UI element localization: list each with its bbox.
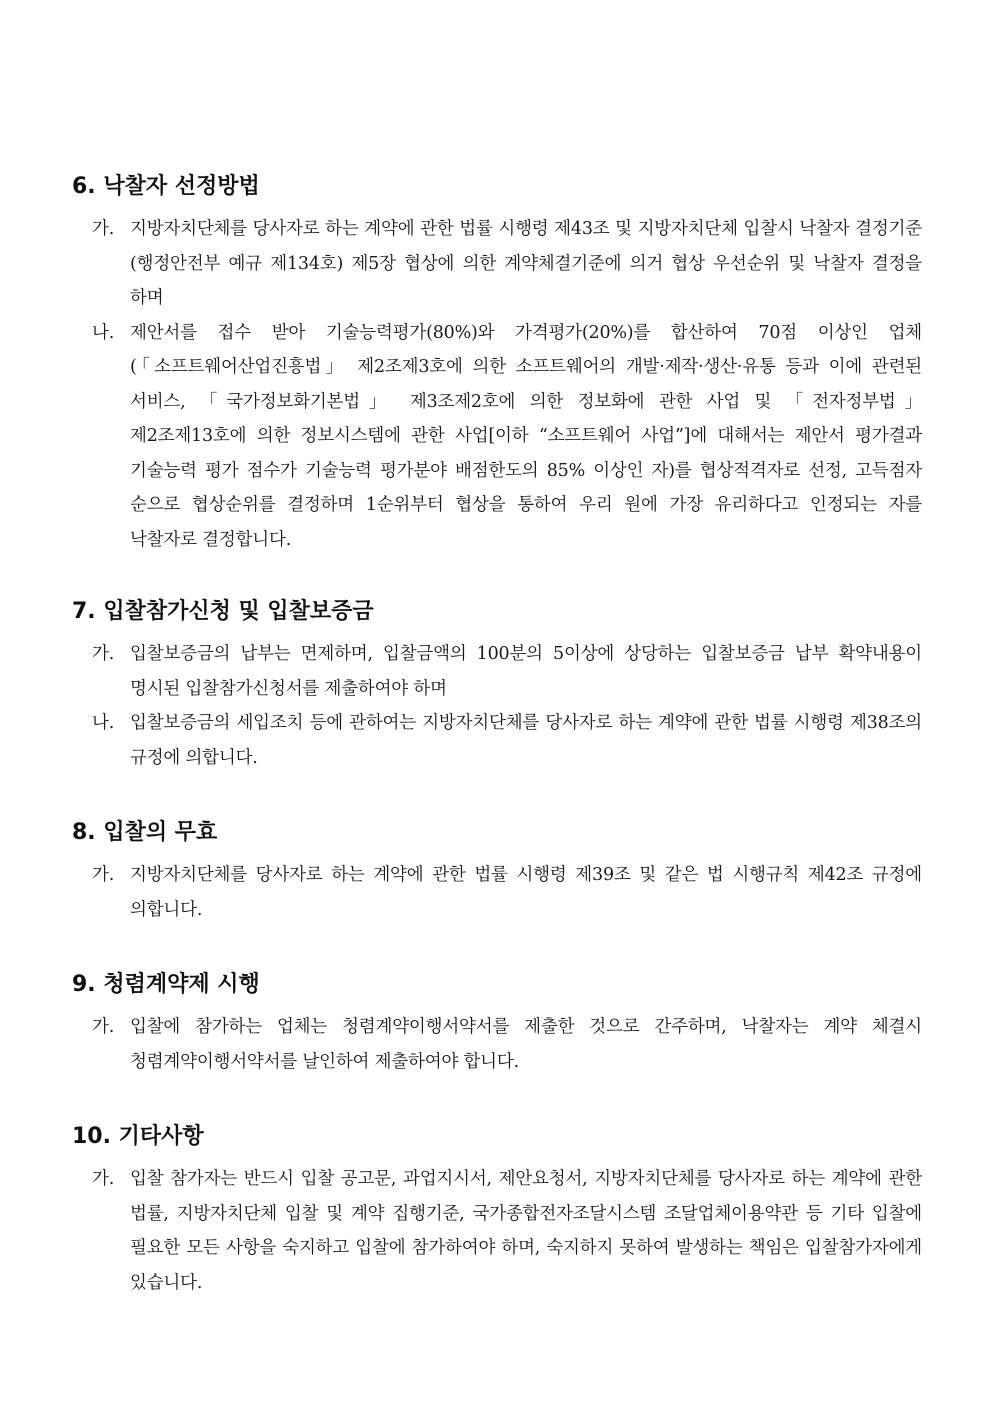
- item-marker: 나.: [92, 713, 115, 733]
- item-text: 지방자치단체를 당사자로 하는 계약에 관한 법률 시행령 제43조 및 지방자치단체 입찰시 낙찰자 결정기준(행정안전부 예규 제134호) 제5장 협상에 의한 계약체결기준에 의거 협상 우선순위 및 낙찰자 결정을 하며: [130, 219, 922, 308]
- item-text: 입찰보증금의 세입조치 등에 관하여는 지방자치단체를 당사자로 하는 계약에 관한 법률 시행령 제38조의 규정에 의합니다.: [130, 713, 922, 768]
- item-text: 제안서를 접수 받아 기술능력평가(80%)와 가격평가(20%)를 합산하여 70점 이상인 업체(「소프트웨어산업진흥법」 제2조제3호에 의한 소프트웨어의 개발·제작·생산·유통 등과 이에 관련된 서비스, 「국가정보화기본법」 제3조제2호에 의한 정보화에 관한 사업 및 「전자정부법」 제2조제13호에 의한 정보시스템에 관한 사업[이하 “소프트웨어 사업”]에 대해서는 제안서 평가결과 기술능력 평가 점수가 기술능력 평가분야 배점한도의 85% 이상인 자)를 협상적격자로 선정, 고득점자 순으로 협상순위를 결정하며 1순위부터 협상을 통하여 우리 원에 가장 유리하다고 인정되는 자를 낙찰자로 결정합니다.: [130, 322, 922, 550]
- section-bid-invalidity: [72, 818, 922, 927]
- list-item: [92, 1010, 922, 1079]
- section-heading: 9. 청렴계약제 시행: [72, 972, 260, 997]
- item-marker: 가.: [92, 1017, 115, 1037]
- section-heading: 10. 기타사항: [72, 1124, 204, 1149]
- item-text: 지방자치단체를 당사자로 하는 계약에 관한 법률 시행령 제39조 및 같은 법 시행규칙 제42조 규정에 의합니다.: [130, 865, 922, 920]
- item-marker: 가.: [92, 865, 115, 885]
- section-other-matters: [72, 1122, 922, 1300]
- section-heading: 8. 입찰의 무효: [72, 820, 218, 845]
- list-item: [92, 637, 922, 706]
- item-marker: 가.: [92, 219, 115, 239]
- list-item: [92, 316, 922, 558]
- section-heading: 7. 입찰참가신청 및 입찰보증금: [72, 599, 374, 624]
- section-bidder-selection: [72, 172, 922, 557]
- list-item: [92, 1162, 922, 1300]
- list-item: [92, 858, 922, 927]
- item-text: 입찰보증금의 납부는 면제하며, 입찰금액의 100분의 5이상에 상당하는 입찰보증금 납부 확약내용이 명시된 입찰참가신청서를 제출하여야 하며: [130, 644, 922, 699]
- list-item: [92, 706, 922, 775]
- item-marker: 가.: [92, 644, 115, 664]
- item-text: 입찰 참가자는 반드시 입찰 공고문, 과업지시서, 제안요청서, 지방자치단체를 당사자로 하는 계약에 관한 법률, 지방자치단체 입찰 및 계약 집행기준, 국가종합전자조달시스템 조달업체이용약관 등 기타 입찰에 필요한 모든 사항을 숙지하고 입찰에 참가하여야 하며, 숙지하지 못하여 발생하는 책임은 입찰참가자에게 있습니다.: [130, 1169, 922, 1293]
- section-bid-application: [72, 597, 922, 775]
- item-text: 입찰에 참가하는 업체는 청렴계약이행서약서를 제출한 것으로 간주하며, 낙찰자는 계약 체결시 청렴계약이행서약서를 날인하여 제출하여야 합니다.: [130, 1017, 922, 1072]
- section-heading: 6. 낙찰자 선정방법: [72, 174, 260, 199]
- item-marker: 가.: [92, 1169, 115, 1189]
- section-integrity-contract: [72, 970, 922, 1079]
- list-item: [92, 212, 922, 316]
- item-marker: 나.: [92, 322, 115, 343]
